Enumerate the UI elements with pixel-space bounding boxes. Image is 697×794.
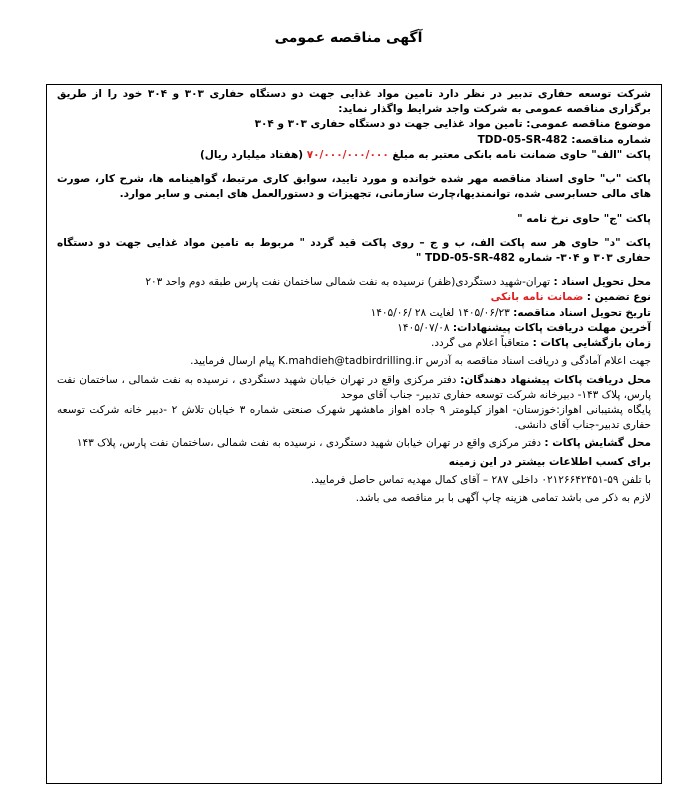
receive-place-value: دفتر مرکزی واقع در تهران خیابان شهید دستگردی ، نرسیده به نفت شمالی ، ساختمان نفت پارس، پلاک ۱۴۳- دبیرخانه شرکت توسعه حفاری تدبیر- جناب آقای موحد: [57, 373, 651, 401]
opening-place-label: محل گشایش پاکات :: [544, 437, 651, 450]
page-title: آگهی مناقصه عمومی: [274, 30, 423, 46]
subject-line: [57, 117, 651, 132]
delivery-label: محل تحویل اسناد :: [553, 276, 651, 289]
tender-number-value: TDD-05-SR-482: [477, 133, 568, 146]
guarantee-label: نوع تضمین :: [586, 291, 651, 304]
email-address-link[interactable]: K.mahdieh@tadbirdrilling.ir: [278, 355, 423, 368]
delivery-value: تهران-شهید دستگردی(ظفر) نرسیده به نفت شمالی ساختمان نفت پارس طبقه دوم واحد ۲۰۳: [145, 276, 551, 289]
email-before: جهت اعلام آمادگی و دریافت اسناد مناقصه به آدرس: [425, 355, 651, 368]
opening-place-paragraph: [57, 436, 651, 451]
email-line: [57, 354, 651, 369]
packet-d-paragraph: پاکت "د" حاوی هر سه پاکت الف، ب و ج – روی پاکت قید گردد " مربوط به تامین مواد غذایی جهت دو دستگاه حفاری ۳۰۳ و ۳۰۴- شماره TDD-05-SR-482 ": [57, 236, 651, 264]
deadline-label: آخرین مهلت دریافت پاکات پیشنهادات:: [452, 321, 651, 334]
notice-box: [46, 84, 662, 784]
doc-date-label: تاریخ تحویل اسناد مناقصه:: [513, 306, 651, 319]
email-after: پیام ارسال فرمایید.: [190, 355, 275, 368]
deadline-value: ۱۴۰۵/۰۷/۰۸: [397, 321, 450, 334]
intro-paragraph: شرکت توسعه حفاری تدبیر در نظر دارد تامین مواد غذایی جهت دو دستگاه حفاری ۳۰۳ و ۳۰۴ خود را از طریق برگزاری مناقصه عمومی به شرکت واجد شرایط واگذار نماید:: [57, 88, 651, 116]
opening-time-label: زمان بازگشایی پاکات :: [532, 337, 651, 350]
opening-time-value: متعاقباً اعلام می گردد.: [431, 337, 530, 350]
packet-a-text: پاکت "الف" حاوی ضمانت نامه بانکی معتبر به مبلغ: [392, 148, 651, 161]
packet-a-amount: ۷۰/۰۰۰/۰۰۰/۰۰۰: [306, 148, 389, 161]
receive-place-ahvaz: پایگاه پشتیبانی اهواز:خوزستان- اهواز کیلومتر ۹ جاده اهواز ماهشهر شهرک صنعتی شماره ۳ خیابان تلاش ۲ -دبیر خانه شرکت توسعه حفاری تدبیر-جناب آقای دانشی.: [57, 403, 651, 432]
packet-b-paragraph: پاکت "ب" حاوی اسناد مناقصه مهر شده خوانده و مورد تایید، سوابق کاری مرتبط، گواهینامه ها، شرح کار، صورت های مالی حسابرسی شده، توانمندیها،چارت سازمانی، تجهیزات و دستورالعمل های ایمنی و سایر موارد.: [57, 173, 651, 201]
subject-value: تامین مواد غذایی جهت دو دستگاه حفاری ۳۰۳ و ۳۰۴: [254, 118, 523, 131]
footer-note: لازم به ذکر می باشد تمامی هزینه چاپ آگهی با بر مناقصه می باشد.: [355, 492, 651, 505]
phone-line: با تلفن ۵۹-۰۲۱۲۶۶۴۲۴۵۱ داخلی ۲۸۷ – آقای کمال مهدیه تماس حاصل فرمایید.: [310, 473, 651, 486]
receive-place-paragraph: [57, 373, 651, 403]
tender-number-line: [57, 133, 651, 148]
guarantee-value: ضمانت نامه بانکی: [490, 291, 584, 304]
receive-place-label: محل دریافت پاکات پیشنهاد دهندگان:: [460, 373, 651, 386]
subject-label: موضوع مناقصه عمومی:: [526, 118, 651, 131]
delivery-line: [57, 275, 651, 290]
guarantee-line: [57, 290, 651, 305]
tender-number-label: شماره مناقصه:: [571, 133, 651, 146]
deadline-line: [57, 321, 651, 336]
packet-a-suffix: (هفتاد میلیارد ریال): [199, 148, 304, 161]
doc-date-value: ۱۴۰۵/۰۶/۲۳ لغایت ۲۸ /۱۴۰۵/۰۶: [370, 306, 510, 319]
doc-date-line: [57, 306, 651, 321]
packet-a-line: [57, 148, 651, 163]
opening-time-line: [57, 336, 651, 351]
more-info-heading: برای کسب اطلاعات بیشتر در این زمینه: [448, 455, 651, 468]
packet-c-line: پاکت "ج" حاوی نرخ نامه ": [517, 212, 651, 225]
opening-place-value: دفتر مرکزی واقع در تهران خیابان شهید دستگردی ، نرسیده به نفت شمالی ،ساختمان نفت پارس، پلاک ۱۴۳: [76, 437, 542, 450]
